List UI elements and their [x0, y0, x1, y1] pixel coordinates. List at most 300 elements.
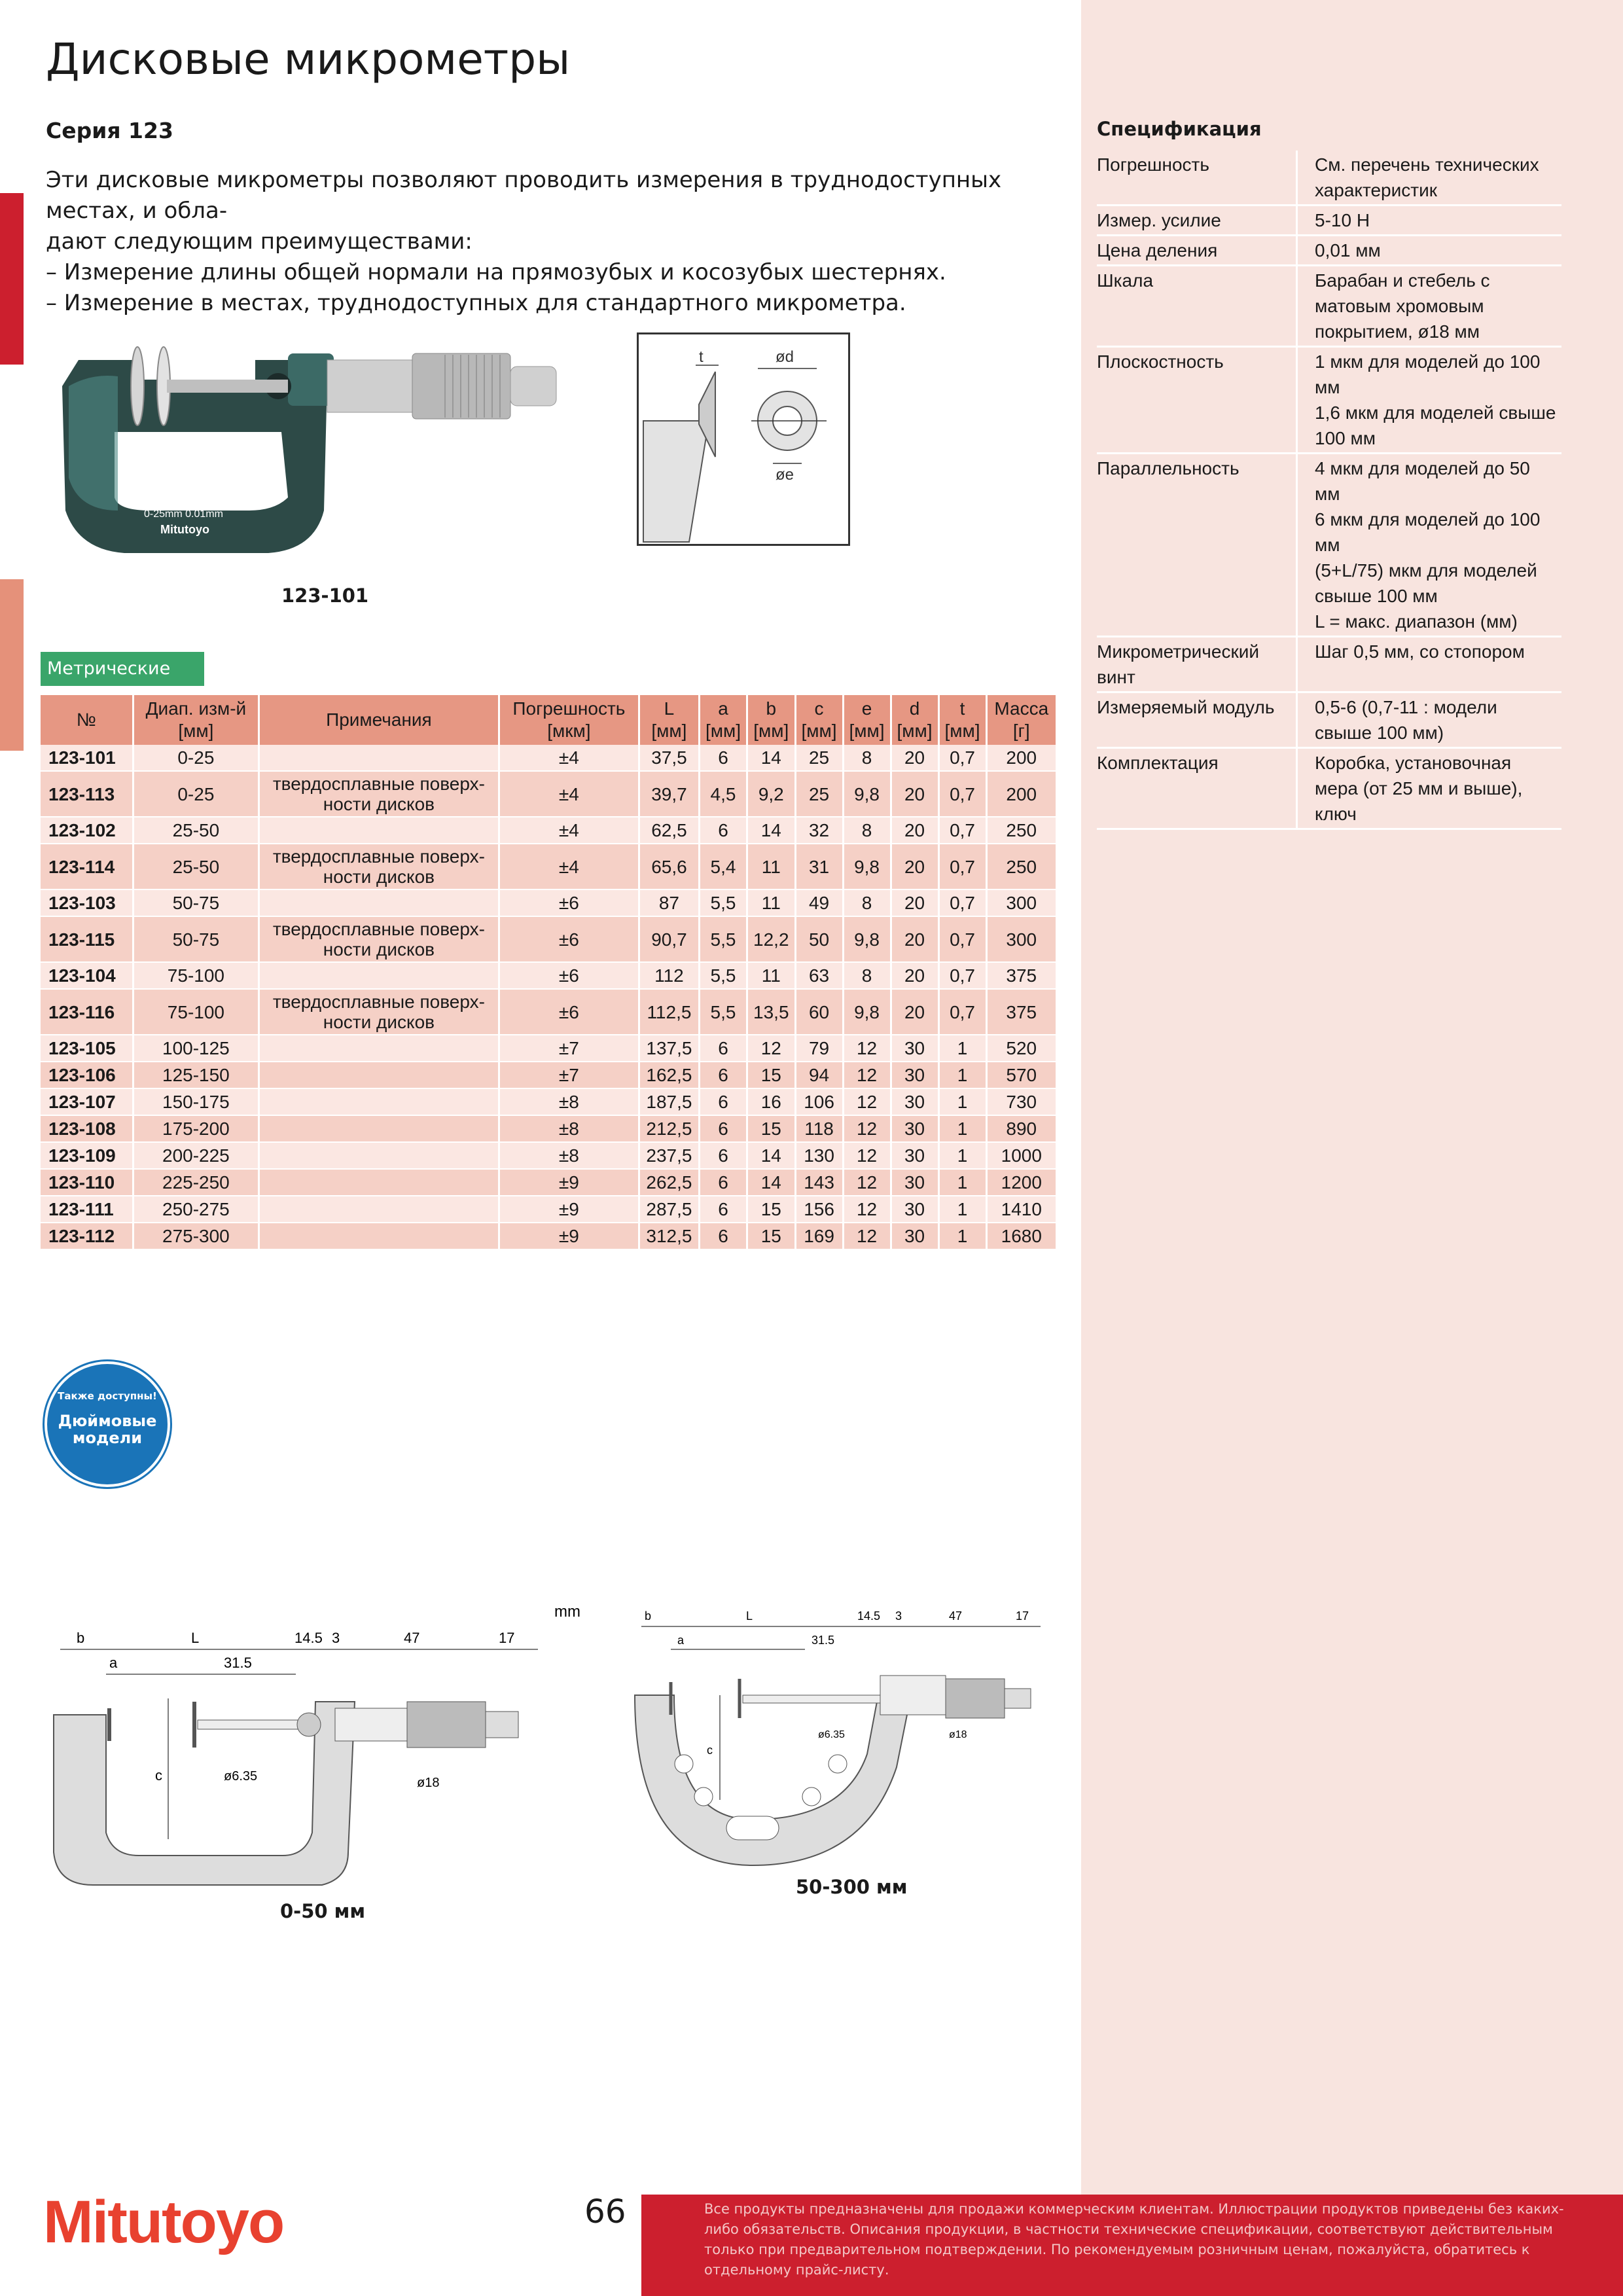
table-cell: 20 — [891, 817, 938, 844]
drawing2-caption: 50-300 мм — [796, 1876, 908, 1898]
table-cell: ±9 — [499, 1196, 639, 1223]
drawing2-label-14-5: 14.5 — [857, 1609, 881, 1623]
drawing1-label-47: 47 — [404, 1630, 420, 1646]
table-cell: 5,5 — [700, 889, 747, 916]
spec-row — [1097, 206, 1561, 236]
table-cell: твердосплавные поверх- ности дисков — [259, 771, 499, 817]
drawing2-spindle — [743, 1695, 880, 1703]
table-row — [41, 1169, 1057, 1196]
column-header-title: a — [718, 698, 728, 719]
table-cell: 12 — [843, 1088, 891, 1115]
table-cell: 20 — [891, 916, 938, 962]
table-cell: ±7 — [499, 1062, 639, 1088]
page-number: 66 — [584, 2193, 626, 2231]
drawing2-ratchet — [1005, 1689, 1031, 1708]
table-cell: 0,7 — [938, 844, 986, 889]
metric-label: Метрические — [41, 652, 204, 686]
schematic-oe-label: øe — [776, 466, 794, 484]
table-cell: 15 — [747, 1223, 796, 1249]
table-cell: 1 — [938, 1115, 986, 1142]
table-cell: 6 — [700, 745, 747, 771]
table-cell: 6 — [700, 817, 747, 844]
table-cell: 6 — [700, 1088, 747, 1115]
intro-line-2: дают следующим преимуществами: — [46, 228, 473, 255]
table-cell: 25 — [795, 771, 843, 817]
table-cell: 12 — [843, 1142, 891, 1169]
footer-disclaimer: Все продукты предназначены для продажи коммерческим клиентам. Иллюстрации продуктов приведены без каких-либо обязательств. Описания продукции, в частности технические спецификации, соответствуют действительным только при предварительном подтверждении. По рекомендуемым розничным ценам, пожалуйста, обратитесь к отдельному прайс-листу. — [704, 2201, 1564, 2278]
table-cell: 890 — [986, 1115, 1056, 1142]
column-header-unit: [мм] — [651, 721, 687, 741]
table-cell: 94 — [795, 1062, 843, 1088]
frame-highlight — [69, 376, 118, 511]
column-header-title: № — [76, 709, 96, 730]
table-cell: 5,5 — [700, 989, 747, 1035]
table-cell: 12,2 — [747, 916, 796, 962]
table-cell: 0,7 — [938, 989, 986, 1035]
table-cell: ±6 — [499, 989, 639, 1035]
table-cell — [259, 1088, 499, 1115]
frame-cutout — [115, 432, 288, 511]
table-cell: 6 — [700, 1196, 747, 1223]
drawing1-label-b: b — [77, 1630, 85, 1646]
table-cell: 169 — [795, 1223, 843, 1249]
table-cell: 90,7 — [639, 916, 699, 962]
drawing1-label-o635: ø6.35 — [224, 1769, 258, 1784]
table-cell: ±4 — [499, 844, 639, 889]
drawing1-label-14-5: 14.5 — [294, 1630, 323, 1646]
table-cell: 0,7 — [938, 771, 986, 817]
series-label: Серия 123 — [46, 118, 173, 143]
table-cell: 1410 — [986, 1196, 1056, 1223]
table-cell: 375 — [986, 962, 1056, 989]
schematic-od-label: ød — [776, 348, 794, 366]
spec-row — [1097, 637, 1561, 692]
ratchet — [510, 367, 556, 406]
drawing2-label-o18: ø18 — [949, 1729, 967, 1740]
table-cell — [259, 962, 499, 989]
table-cell: 123-102 — [41, 817, 133, 844]
anvil-disc-left — [131, 347, 144, 425]
table-cell: 50 — [795, 916, 843, 962]
table-cell: 0,7 — [938, 889, 986, 916]
table-cell: 16 — [747, 1088, 796, 1115]
models-table — [41, 695, 1058, 1250]
table-cell: ±8 — [499, 1142, 639, 1169]
table-cell: 75-100 — [133, 989, 259, 1035]
column-header — [259, 695, 499, 745]
table-cell: 30 — [891, 1088, 938, 1115]
table-cell: 14 — [747, 817, 796, 844]
table-cell: 25-50 — [133, 817, 259, 844]
table-row — [41, 1035, 1057, 1062]
table-cell: 14 — [747, 1142, 796, 1169]
table-cell: твердосплавные поверх- ности дисков — [259, 989, 499, 1035]
table-cell: 30 — [891, 1062, 938, 1088]
schematic-t-label: t — [699, 348, 704, 366]
table-cell: 0-25 — [133, 745, 259, 771]
table-cell: 200 — [986, 745, 1056, 771]
table-cell: 123-105 — [41, 1035, 133, 1062]
table-row — [41, 962, 1057, 989]
table-cell: 1 — [938, 1142, 986, 1169]
table-cell: 5,5 — [700, 916, 747, 962]
column-header-title: e — [861, 698, 872, 719]
table-cell: 11 — [747, 844, 796, 889]
table-cell: 20 — [891, 962, 938, 989]
spec-row — [1097, 347, 1561, 454]
spec-row — [1097, 236, 1561, 266]
table-cell — [259, 1115, 499, 1142]
table-cell: 12 — [843, 1223, 891, 1249]
inch-badge-top-text: Также доступны! — [58, 1390, 157, 1402]
table-cell: 0-25 — [133, 771, 259, 817]
table-cell: 12 — [843, 1035, 891, 1062]
table-cell — [259, 1223, 499, 1249]
spec-value: Шаг 0,5 мм, со стопором — [1297, 637, 1562, 692]
table-cell: 5,5 — [700, 962, 747, 989]
table-cell: 123-109 — [41, 1142, 133, 1169]
table-cell: 123-115 — [41, 916, 133, 962]
table-row — [41, 844, 1057, 889]
table-cell: 123-107 — [41, 1088, 133, 1115]
table-header-row — [41, 695, 1057, 745]
drawing2-hole-1 — [675, 1755, 693, 1773]
intro-bullet-2: – Измерение в местах, труднодоступных для стандартного микрометра. — [46, 290, 906, 316]
table-cell: 62,5 — [639, 817, 699, 844]
table-cell: ±9 — [499, 1169, 639, 1196]
table-cell: 250 — [986, 844, 1056, 889]
table-cell: 87 — [639, 889, 699, 916]
table-cell: 123-116 — [41, 989, 133, 1035]
column-header-title: Диап. изм-й — [145, 698, 247, 719]
drawing1-lock — [297, 1713, 321, 1736]
drawing2-label-a: a — [677, 1634, 685, 1647]
table-cell: 75-100 — [133, 962, 259, 989]
column-header-unit: [мкм] — [547, 721, 591, 741]
micrometer-photo — [52, 314, 589, 576]
table-cell: 12 — [843, 1196, 891, 1223]
table-cell: ±9 — [499, 1223, 639, 1249]
table-cell: 6 — [700, 1223, 747, 1249]
table-cell: 9,8 — [843, 916, 891, 962]
table-row — [41, 989, 1057, 1035]
table-cell: 237,5 — [639, 1142, 699, 1169]
drawing2-hole-3 — [802, 1787, 821, 1806]
measurement-schematic — [637, 332, 850, 546]
table-cell: 12 — [843, 1115, 891, 1142]
table-cell: 9,8 — [843, 771, 891, 817]
table-cell: 143 — [795, 1169, 843, 1196]
table-cell: 300 — [986, 916, 1056, 962]
spec-key: Цена деления — [1097, 236, 1297, 266]
drawing2-label-b: b — [645, 1609, 652, 1623]
table-cell: 0,7 — [938, 745, 986, 771]
table-cell: ±6 — [499, 889, 639, 916]
drawing1-unit-label: mm — [554, 1603, 580, 1621]
table-cell: 175-200 — [133, 1115, 259, 1142]
table-cell: 312,5 — [639, 1223, 699, 1249]
table-cell: 79 — [795, 1035, 843, 1062]
spec-key: Измер. усилие — [1097, 206, 1297, 236]
table-cell: 13,5 — [747, 989, 796, 1035]
drawing2-label-o635: ø6.35 — [818, 1729, 845, 1740]
table-cell: 65,6 — [639, 844, 699, 889]
table-cell: 187,5 — [639, 1088, 699, 1115]
table-cell: ±6 — [499, 962, 639, 989]
table-cell: 112,5 — [639, 989, 699, 1035]
table-cell: 123-114 — [41, 844, 133, 889]
column-header-unit: [мм] — [897, 721, 933, 741]
table-cell: 1 — [938, 1196, 986, 1223]
table-cell: 15 — [747, 1196, 796, 1223]
spec-value: Барабан и стебель с матовым хромовым покрытием, ø18 мм — [1297, 266, 1562, 347]
table-cell: 30 — [891, 1035, 938, 1062]
column-header-unit: [мм] — [849, 721, 885, 741]
page-title: Дисковые микрометры — [46, 34, 571, 84]
table-cell: 123-108 — [41, 1115, 133, 1142]
table-cell: 14 — [747, 745, 796, 771]
table-cell: 1680 — [986, 1223, 1056, 1249]
photo-brand: Mitutoyo — [160, 523, 209, 536]
table-cell: 6 — [700, 1062, 747, 1088]
table-cell: ±4 — [499, 745, 639, 771]
table-cell: 300 — [986, 889, 1056, 916]
table-cell: 137,5 — [639, 1035, 699, 1062]
spec-value: 1 мкм для моделей до 100 мм 1,6 мкм для моделей свыше 100 мм — [1297, 347, 1562, 454]
column-header — [891, 695, 938, 745]
table-cell: 39,7 — [639, 771, 699, 817]
table-cell: 12 — [843, 1062, 891, 1088]
table-cell: 6 — [700, 1115, 747, 1142]
drawing-0-50 — [41, 1597, 603, 1898]
column-header-unit: [г] — [1012, 721, 1030, 741]
table-cell: 156 — [795, 1196, 843, 1223]
inch-badge-main-text: Дюймовые модели — [58, 1412, 157, 1447]
drawing2-hole-2 — [694, 1787, 713, 1806]
drawing2-label-47: 47 — [949, 1609, 963, 1623]
drawing2-slot — [726, 1816, 779, 1840]
table-cell: 100-125 — [133, 1035, 259, 1062]
table-cell: 50-75 — [133, 889, 259, 916]
table-cell: 123-111 — [41, 1196, 133, 1223]
column-header-unit: [мм] — [753, 721, 789, 741]
photo-caption: 123-101 — [281, 584, 369, 607]
table-cell: 15 — [747, 1062, 796, 1088]
table-cell: 212,5 — [639, 1115, 699, 1142]
table-cell: 0,7 — [938, 916, 986, 962]
table-cell: 12 — [843, 1169, 891, 1196]
table-row — [41, 1062, 1057, 1088]
column-header-unit: [мм] — [944, 721, 980, 741]
table-cell: 520 — [986, 1035, 1056, 1062]
table-cell: 570 — [986, 1062, 1056, 1088]
spec-table — [1097, 151, 1561, 830]
table-cell: 162,5 — [639, 1062, 699, 1088]
spec-key: Комплектация — [1097, 748, 1297, 829]
table-row — [41, 817, 1057, 844]
table-cell: 200 — [986, 771, 1056, 817]
table-cell — [259, 1196, 499, 1223]
table-cell: ±4 — [499, 771, 639, 817]
drawing2-label-31-5: 31.5 — [812, 1634, 835, 1647]
table-cell: 118 — [795, 1115, 843, 1142]
spec-key: Погрешность — [1097, 151, 1297, 206]
drawing-50-300 — [622, 1597, 1106, 1885]
column-header — [41, 695, 133, 745]
table-cell: 112 — [639, 962, 699, 989]
table-cell: 8 — [843, 817, 891, 844]
table-cell: ±8 — [499, 1088, 639, 1115]
column-header-title: L — [664, 698, 675, 719]
drawing1-ratchet — [486, 1712, 518, 1738]
table-cell: твердосплавные поверх- ности дисков — [259, 916, 499, 962]
table-cell: 1 — [938, 1088, 986, 1115]
red-edge-tab — [0, 193, 24, 365]
drawing1-label-a: a — [109, 1655, 118, 1671]
table-cell: 8 — [843, 962, 891, 989]
drawing1-caption: 0-50 мм — [280, 1900, 366, 1922]
column-header — [499, 695, 639, 745]
table-cell: 123-104 — [41, 962, 133, 989]
drawing1-label-c: c — [155, 1767, 162, 1784]
table-cell: 1200 — [986, 1169, 1056, 1196]
table-cell: 123-106 — [41, 1062, 133, 1088]
table-cell — [259, 817, 499, 844]
table-cell: ±4 — [499, 817, 639, 844]
table-row — [41, 1115, 1057, 1142]
table-cell: 375 — [986, 989, 1056, 1035]
table-cell: 262,5 — [639, 1169, 699, 1196]
spec-value: 0,5-6 (0,7-11 : модели свыше 100 мм) — [1297, 692, 1562, 748]
table-cell: 1 — [938, 1223, 986, 1249]
table-cell: ±6 — [499, 916, 639, 962]
column-header-unit: [мм] — [801, 721, 837, 741]
table-cell: 123-101 — [41, 745, 133, 771]
drawing1-sleeve — [335, 1708, 407, 1741]
table-cell: 1 — [938, 1035, 986, 1062]
column-header-title: Погрешность — [512, 698, 626, 719]
column-header-title: Примечания — [326, 709, 432, 730]
mitutoyo-logo: Mitutoyo — [43, 2189, 284, 2255]
table-cell — [259, 1169, 499, 1196]
table-cell: 150-175 — [133, 1088, 259, 1115]
table-cell: 6 — [700, 1035, 747, 1062]
table-cell: 12 — [747, 1035, 796, 1062]
drawing1-label-3: 3 — [332, 1630, 340, 1646]
intro-line-1: Эти дисковые микрометры позволяют проводить измерения в труднодоступных местах, и обла- — [46, 167, 1002, 224]
spec-title: Спецификация — [1097, 118, 1262, 140]
column-header — [843, 695, 891, 745]
table-cell: ±8 — [499, 1115, 639, 1142]
table-cell: 106 — [795, 1088, 843, 1115]
table-cell — [259, 1062, 499, 1088]
table-cell: 20 — [891, 771, 938, 817]
column-header — [938, 695, 986, 745]
column-header — [986, 695, 1056, 745]
column-header — [795, 695, 843, 745]
drawing2-sleeve — [880, 1676, 946, 1715]
table-cell: 250-275 — [133, 1196, 259, 1223]
drawing2-label-3: 3 — [895, 1609, 902, 1623]
table-cell — [259, 889, 499, 916]
spec-key: Плоскостность — [1097, 347, 1297, 454]
drawing2-thimble — [946, 1679, 1005, 1718]
table-cell — [259, 1035, 499, 1062]
table-cell — [259, 745, 499, 771]
spec-row — [1097, 266, 1561, 347]
drawing2-label-c: c — [707, 1744, 713, 1757]
table-cell: 123-113 — [41, 771, 133, 817]
table-cell: 123-110 — [41, 1169, 133, 1196]
drawing1-label-o18: ø18 — [417, 1776, 440, 1790]
table-cell: 30 — [891, 1142, 938, 1169]
table-cell: 15 — [747, 1115, 796, 1142]
salmon-edge-tab — [0, 579, 24, 751]
table-cell: 275-300 — [133, 1223, 259, 1249]
spindle — [167, 380, 288, 393]
table-cell: ±7 — [499, 1035, 639, 1062]
spec-value: См. перечень технических характеристик — [1297, 151, 1562, 206]
column-header-title: t — [959, 698, 965, 719]
table-cell: 130 — [795, 1142, 843, 1169]
table-cell: 9,2 — [747, 771, 796, 817]
table-cell: 25-50 — [133, 844, 259, 889]
column-header — [700, 695, 747, 745]
table-cell: 60 — [795, 989, 843, 1035]
table-row — [41, 916, 1057, 962]
sleeve — [327, 360, 412, 412]
table-cell: 123-112 — [41, 1223, 133, 1249]
table-cell: 50-75 — [133, 916, 259, 962]
table-cell: 8 — [843, 889, 891, 916]
inch-models-badge — [45, 1361, 170, 1487]
column-header-title: c — [814, 698, 824, 719]
table-row — [41, 889, 1057, 916]
column-header-title: Масса — [994, 698, 1049, 719]
table-cell: 1 — [938, 1169, 986, 1196]
spec-row — [1097, 748, 1561, 829]
drawing2-frame — [635, 1695, 910, 1865]
table-cell: 63 — [795, 962, 843, 989]
table-row — [41, 745, 1057, 771]
spec-value: 5-10 Н — [1297, 206, 1562, 236]
table-cell — [259, 1142, 499, 1169]
intro-text — [46, 165, 1047, 319]
table-cell: 730 — [986, 1088, 1056, 1115]
photo-scale-text: 0-25mm 0.01mm — [144, 509, 223, 520]
table-cell: 250 — [986, 817, 1056, 844]
table-cell: 0,7 — [938, 817, 986, 844]
spec-key: Шкала — [1097, 266, 1297, 347]
drawing1-thimble — [407, 1702, 486, 1748]
drawing1-label-L: L — [191, 1630, 200, 1646]
drawing2-hole-4 — [829, 1755, 847, 1773]
table-cell: 4,5 — [700, 771, 747, 817]
table-cell: твердосплавные поверх- ности дисков — [259, 844, 499, 889]
table-cell: 6 — [700, 1169, 747, 1196]
table-cell: 6 — [700, 1142, 747, 1169]
table-cell: 9,8 — [843, 989, 891, 1035]
column-header — [639, 695, 699, 745]
table-cell: 20 — [891, 889, 938, 916]
table-cell: 20 — [891, 745, 938, 771]
table-cell: 32 — [795, 817, 843, 844]
spec-row — [1097, 692, 1561, 748]
table-row — [41, 1223, 1057, 1249]
intro-bullet-1: – Измерение длины общей нормали на прямозубых и косозубых шестернях. — [46, 259, 946, 285]
table-cell: 11 — [747, 889, 796, 916]
table-cell: 123-103 — [41, 889, 133, 916]
